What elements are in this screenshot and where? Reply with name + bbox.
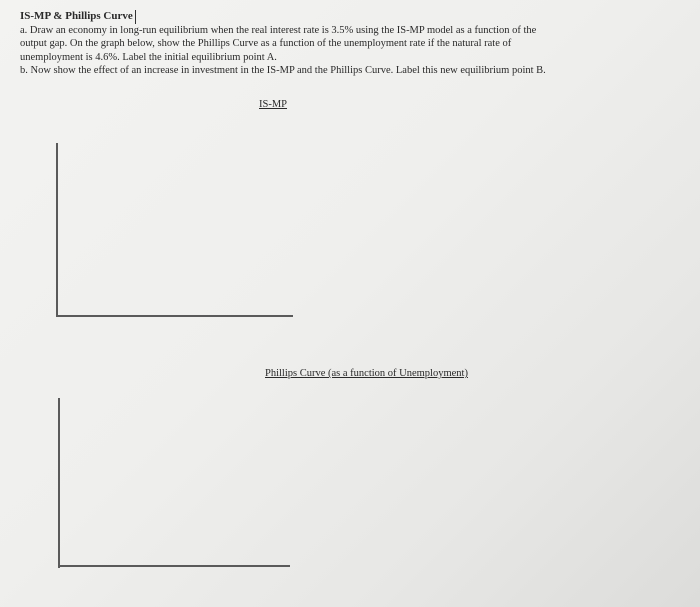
ismp-x-axis [56,315,293,317]
question-header [20,10,690,78]
ismp-graph-label: IS-MP [259,99,288,110]
phillips-y-axis [58,398,60,568]
question-title-line [20,10,690,24]
phillips-x-axis [58,565,290,567]
question-title: IS-MP & Phillips Curve [20,10,136,24]
question-line-4: b. Now show the effect of an increase in investment in the IS-MP and the Phillips Curve. Label this new equilibrium point B. [20,65,546,77]
question-line-2: output gap. On the graph below, show the Phillips Curve as a function of the unemployment rate if the natural rate of [20,38,512,50]
question-line-1: a. Draw an economy in long-run equilibrium when the real interest rate is 3.5% using the IS-MP model as a function of the [20,24,537,36]
ismp-y-axis [56,143,58,317]
question-line-3: unemployment is 4.6%. Label the initial equilibrium point A. [20,51,277,63]
phillips-graph-label: Phillips Curve (as a function of Unemployment) [265,368,468,379]
